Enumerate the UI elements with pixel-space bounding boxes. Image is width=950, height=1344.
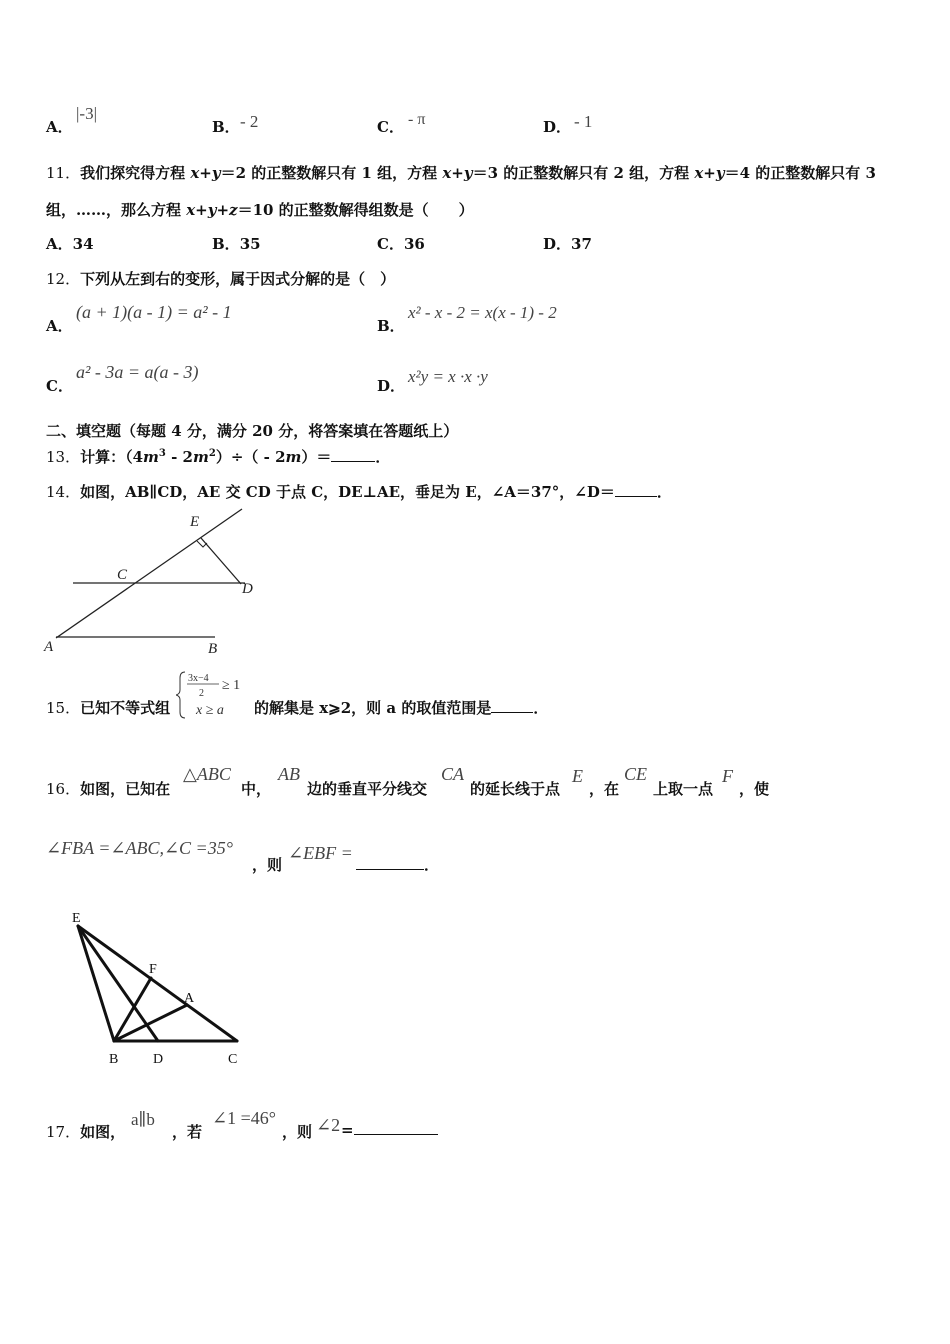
q15-brace	[176, 672, 185, 718]
q10-option-b-label: B．	[212, 118, 240, 136]
q16-ask: ∠EBF =	[288, 843, 353, 863]
q16-math-ca: CA	[441, 764, 465, 784]
q16-math-ce: CE	[624, 764, 648, 784]
q17-math-angle2: ∠2	[316, 1115, 341, 1135]
q13-text: 13．计算：$(4m^3 - 2m^2)\div( - 2m)=$ ．	[46, 448, 391, 466]
q14-label-d: D	[242, 581, 253, 597]
q15-number: 15．已知不等式组	[46, 699, 171, 717]
q11-option-c: C．36	[377, 235, 425, 253]
q15-inequality-system	[176, 668, 254, 722]
q16-math-f: F	[722, 766, 733, 786]
q14-label-a: A	[44, 639, 54, 655]
q11-option-b: B．35	[212, 235, 261, 253]
q16-label-a: A	[184, 991, 195, 1006]
q16-label-d: D	[153, 1052, 164, 1067]
q14-text: 14．如图，AB∥CD，AE 交 CD 于点 C，DE⊥AE，垂足为 E，∠A＝37°，∠D＝ ．	[46, 483, 672, 501]
q16-math-ab: AB	[278, 764, 300, 784]
svg-text:2: 2	[199, 688, 204, 699]
q16-math-triangle: △ABC	[183, 764, 231, 784]
q10-option-a-expr: |-3|	[76, 104, 97, 123]
q16-label-e: E	[72, 911, 81, 926]
q14-label-e: E	[190, 514, 200, 530]
q17-answer-blank[interactable]	[354, 1134, 438, 1135]
q12-option-b-expr: x² - x - 2 = x(x - 1) - 2	[408, 303, 557, 322]
q12-option-d-expr: x²y = x ·x ·y	[408, 367, 488, 386]
svg-text:x ≥ a: x ≥ a	[196, 703, 224, 718]
q16-number: 16．如图，已知在	[46, 780, 171, 798]
q15-text: 的解集是 x⩾2，则 a 的取值范围是 ．	[254, 699, 549, 717]
q16-figure	[66, 905, 256, 1070]
q16-line-eb	[78, 926, 114, 1041]
q11-number: 11．	[46, 164, 81, 182]
q16-label-b: B	[109, 1052, 119, 1067]
q14-line-ae	[56, 509, 242, 638]
q16-label-c: C	[228, 1052, 238, 1067]
svg-text:≥ 1: ≥ 1	[222, 678, 241, 693]
q14-label-c: C	[117, 567, 128, 583]
q17-math-parallel: a∥b	[131, 1110, 155, 1129]
q10-option-d-label: D．	[543, 118, 572, 136]
q14-answer-blank[interactable]	[615, 496, 657, 497]
q10-option-a-label: A．	[46, 118, 73, 136]
q11-option-d: D．37	[543, 235, 592, 253]
q15-answer-blank[interactable]	[491, 712, 533, 713]
q10-option-c-label: C．	[377, 118, 404, 136]
q14-line-de	[201, 538, 241, 584]
q12-option-b-label: B．	[377, 317, 405, 335]
q12-option-a-expr: (a + 1)(a - 1) = a² - 1	[76, 302, 232, 322]
q11-line2: 组，……，那么方程 x+y+z＝10 的正整数解得组数是（ ）	[46, 201, 474, 219]
q12-stem: 12．下列从左到右的变形，属于因式分解的是（ ）	[46, 270, 396, 288]
q14-figure	[40, 505, 270, 660]
q10-option-d-expr: - 1	[574, 112, 593, 131]
q10-option-b-expr: - 2	[240, 112, 259, 131]
q14-label-b: B	[208, 641, 218, 657]
q12-option-d-label: D．	[377, 377, 406, 395]
q17-number: 17．如图，	[46, 1123, 126, 1141]
q16-answer-blank[interactable]	[356, 869, 424, 870]
q16-condition: ∠FBA =∠ABC,∠C =35°	[46, 838, 233, 858]
q14-right-angle-mark	[197, 541, 207, 547]
q12-option-c-expr: a² - 3a = a(a - 3)	[76, 362, 199, 382]
q16-math-e: E	[572, 766, 583, 786]
svg-text:3x−4: 3x−4	[188, 673, 209, 684]
q17-math-angle1: ∠1 =46°	[212, 1108, 276, 1128]
q16-label-f: F	[149, 962, 157, 977]
q12-option-a-label: A．	[46, 317, 73, 335]
q12-option-c-label: C．	[46, 377, 73, 395]
q11-line1: 11．我们探究得方程 x+y＝2 的正整数解只有 1 组，方程 x+y＝3 的正整数解只有 2 组，方程 x+y＝4 的正整数解只有 3	[46, 164, 876, 182]
q10-option-c-expr: - π	[408, 111, 426, 128]
q16-line-ec	[78, 926, 237, 1041]
q13-answer-blank[interactable]	[331, 461, 375, 462]
section2-title: 二、填空题（每题 4 分，满分 20 分，将答案填在答题纸上）	[46, 422, 459, 440]
q11-option-a: A．34	[46, 235, 94, 253]
